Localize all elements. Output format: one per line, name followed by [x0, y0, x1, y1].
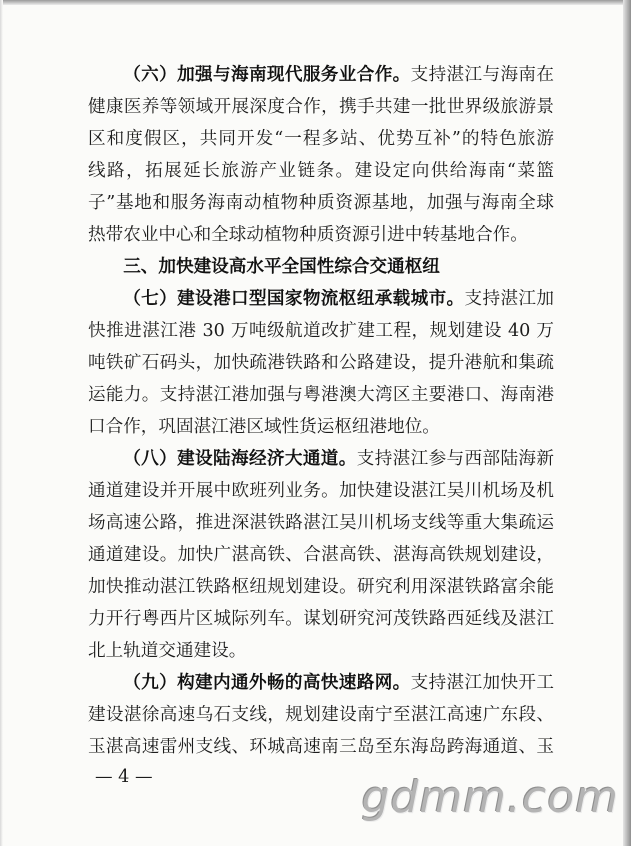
- paragraph-6-line-1: [88, 59, 554, 91]
- paragraph-8-line-1: [88, 443, 554, 475]
- paragraph-8-line-7: 北上轨道交通建设。: [88, 641, 247, 661]
- site-watermark: gdmm.com: [361, 772, 619, 823]
- paragraph-9-first-rest: 支持湛江加快开工: [410, 673, 554, 693]
- paragraph-8-line-5: 加快推动湛江铁路枢纽规划建设。研究利用深湛铁路富余能: [88, 577, 554, 597]
- paragraph-7-line-3: 吨铁矿石码头，加快疏港铁路和公路建设，提升港航和集疏: [88, 353, 554, 373]
- section-heading: 三、加快建设高水平全国性综合交通枢纽: [123, 257, 440, 277]
- paragraph-6-lead: （六）加强与海南现代服务业合作。: [123, 64, 411, 85]
- paragraph-9-line-3: 玉湛高速雷州支线、环城高速南三岛至东海岛跨海通道、玉: [88, 737, 554, 757]
- page-number: — 4 —: [95, 767, 153, 787]
- paragraph-8-line-6: 力开行粤西片区城际列车。谋划研究河茂铁路西延线及湛江: [88, 609, 554, 629]
- paragraph-7-first-rest: 支持湛江加: [464, 289, 554, 309]
- paragraph-6-line-5: 子”基地和服务海南动植物种质资源基地，加强与海南全球: [88, 193, 554, 213]
- paragraph-6-line-3: 区和度假区，共同开发“一程多站、优势互补”的特色旅游: [88, 129, 554, 149]
- paragraph-9-line-2: 建设湛徐高速乌石支线，规划建设南宁至湛江高速广东段、: [88, 705, 554, 725]
- paragraph-6-line-6: 热带农业中心和全球动植物种质资源引进中转基地合作。: [88, 225, 528, 245]
- paragraph-7-line-2: 快推进湛江港 30 万吨级航道改扩建工程，规划建设 40 万: [88, 321, 554, 341]
- paragraph-6-first-rest: 支持湛江与海南在: [410, 65, 554, 85]
- paragraph-6-line-2: 健康医养等领域开展深度合作，携手共建一批世界级旅游景: [88, 97, 554, 117]
- scan-edge-top: [0, 0, 631, 5]
- paragraph-8-lead: （八）建设陆海经济大通道。: [123, 448, 357, 469]
- paragraph-6-line-4: 线路，拓展延长旅游产业链条。建设定向供给海南“菜篮: [88, 161, 554, 181]
- paragraph-8-line-3: 场高速公路，推进深湛铁路湛江吴川机场支线等重大集疏运: [88, 513, 554, 533]
- paragraph-7-lead: （七）建设港口型国家物流枢纽承载城市。: [123, 288, 465, 309]
- paragraph-8-line-2: 通道建设并开展中欧班列业务。加快建设湛江吴川机场及机: [88, 481, 554, 501]
- paragraph-8-first-rest: 支持湛江参与西部陆海新: [356, 449, 554, 469]
- scan-edge-right: [623, 0, 631, 846]
- paragraph-7-line-5: 口合作，巩固湛江港区域性货运枢纽港地位。: [88, 417, 440, 437]
- paragraph-8-line-4: 通道建设。加快广湛高铁、合湛高铁、湛海高铁规划建设，: [88, 545, 554, 565]
- scan-edge-left: [0, 0, 3, 846]
- paragraph-7-line-4: 运能力。支持湛江港加强与粤港澳大湾区主要港口、海南港: [88, 385, 554, 405]
- paragraph-9-line-1: [88, 667, 554, 699]
- document-body: [88, 59, 554, 763]
- paragraph-9-lead: （九）构建内通外畅的高快速路网。: [123, 672, 411, 693]
- paragraph-7-line-1: [88, 283, 554, 315]
